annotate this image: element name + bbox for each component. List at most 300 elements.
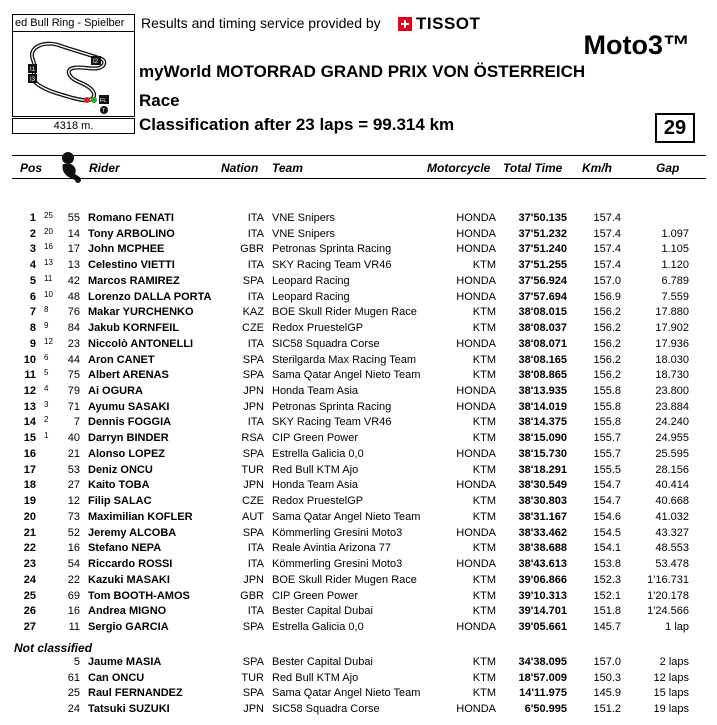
table-row	[0, 227, 717, 242]
cell-motorcycle: KTM	[472, 656, 496, 668]
cell-motorcycle: HONDA	[456, 227, 496, 240]
cell-speed-kmh: 157.4	[593, 212, 621, 224]
tissot-wordmark: TISSOT	[416, 14, 481, 33]
cell-team: Leopard Racing	[272, 290, 350, 303]
cell-team: VNE Snipers	[272, 227, 335, 240]
cell-position: 17	[23, 463, 36, 476]
cell-position: 1	[29, 212, 36, 224]
cell-speed-kmh: 155.8	[593, 400, 621, 413]
cell-position: 24	[23, 573, 36, 586]
cell-gap: 17.880	[655, 306, 689, 319]
cell-total-time: 37'51.232	[518, 227, 567, 240]
cell-rider-name: Ai OGURA	[88, 385, 143, 398]
cell-motorcycle: KTM	[472, 573, 496, 586]
cell-nation: GBR	[240, 589, 264, 602]
cell-position: 14	[23, 416, 36, 429]
table-row	[0, 463, 717, 478]
cell-gap: 43.327	[655, 526, 689, 539]
cell-rider-name: Raul FERNANDEZ	[88, 687, 183, 699]
session-title: Race	[139, 91, 180, 110]
cell-speed-kmh: 153.8	[593, 558, 621, 571]
cell-nation: SPA	[242, 526, 264, 539]
cell-rider-name: Maximilian KOFLER	[88, 510, 193, 523]
cell-gap: 17.902	[655, 322, 689, 335]
cell-nation: SPA	[242, 656, 264, 668]
header-divider-bottom	[12, 178, 706, 179]
cell-total-time: 37'51.255	[518, 259, 567, 272]
cell-grid-position: 11	[44, 273, 53, 283]
cell-rider-number: 48	[67, 290, 80, 303]
cell-speed-kmh: 145.9	[593, 687, 621, 699]
cell-position: 13	[23, 400, 36, 413]
cell-rider-number: 12	[67, 495, 80, 508]
cell-motorcycle: KTM	[472, 259, 496, 272]
cell-rider-number: 84	[67, 322, 80, 335]
cell-team: Sama Qatar Angel Nieto Team	[272, 510, 421, 523]
table-row	[0, 655, 717, 670]
cell-motorcycle: KTM	[472, 589, 496, 602]
cell-team: CIP Green Power	[272, 589, 359, 602]
cell-rider-number: 11	[68, 620, 80, 633]
cell-grid-position: 13	[44, 258, 53, 268]
cell-gap: 40.414	[655, 479, 689, 492]
provider-text: Results and timing service provided by	[141, 15, 381, 31]
cell-nation: JPN	[243, 479, 264, 492]
category-title: Moto3™	[583, 30, 690, 60]
cell-position: 20	[23, 510, 36, 523]
circuit-name: ed Bull Ring - Spielber	[12, 14, 135, 32]
cell-motorcycle: KTM	[472, 495, 496, 508]
cell-gap: 24.955	[655, 432, 689, 445]
cell-rider-number: 23	[67, 337, 80, 350]
col-header-motorcycle: Motorcycle	[427, 161, 491, 175]
col-header-rider: Rider	[89, 161, 120, 175]
cell-total-time: 37'57.694	[518, 290, 567, 303]
cell-nation: SPA	[242, 369, 264, 382]
cell-speed-kmh: 156.2	[593, 353, 621, 366]
cell-team: Petronas Sprinta Racing	[272, 243, 392, 256]
cell-grid-position: 10	[44, 289, 53, 299]
cell-total-time: 37'56.924	[518, 274, 567, 287]
cell-grid-position: 12	[44, 336, 53, 346]
cell-rider-name: Can ONCU	[88, 671, 145, 684]
table-row	[0, 686, 717, 701]
cell-rider-number: 54	[67, 558, 80, 571]
cell-rider-name: Andrea MIGNO	[88, 605, 167, 618]
cell-rider-number: 40	[67, 432, 80, 445]
cell-rider-name: Ayumu SASAKI	[88, 400, 170, 413]
cell-gap: 41.032	[655, 510, 689, 523]
not-classified-label: Not classified	[14, 641, 93, 655]
col-header-gap: Gap	[656, 161, 680, 175]
cell-speed-kmh: 155.7	[593, 432, 621, 445]
cell-nation: ITA	[247, 227, 264, 240]
cell-gap: 1.105	[661, 243, 689, 256]
cell-total-time: 38'08.865	[518, 369, 567, 382]
cell-speed-kmh: 152.1	[593, 589, 621, 602]
cell-rider-number: 22	[67, 573, 80, 586]
table-row	[0, 620, 717, 635]
cell-team: Petronas Sprinta Racing	[272, 400, 392, 413]
cell-team: SKY Racing Team VR46	[272, 259, 392, 272]
cell-total-time: 38'13.935	[518, 385, 567, 398]
cell-nation: ITA	[247, 337, 264, 350]
table-row	[0, 604, 717, 619]
cell-rider-number: 69	[67, 589, 80, 602]
cell-motorcycle: KTM	[472, 432, 496, 445]
table-row	[0, 274, 717, 289]
table-row	[0, 526, 717, 541]
cell-speed-kmh: 154.1	[593, 542, 621, 555]
cell-total-time: 38'33.462	[518, 526, 567, 539]
table-row	[0, 447, 717, 462]
cell-position: 10	[23, 353, 36, 366]
table-row	[0, 337, 717, 352]
cell-gap: 23.884	[655, 400, 689, 413]
cell-nation: ITA	[247, 605, 264, 618]
cell-gap: 25.595	[655, 447, 689, 460]
cell-rider-number: 61	[67, 671, 80, 684]
table-row	[0, 541, 717, 556]
cell-gap: 18.730	[655, 369, 689, 382]
cell-rider-number: 13	[67, 259, 80, 272]
cell-speed-kmh: 154.7	[593, 495, 621, 508]
cell-rider-name: Romano FENATI	[88, 212, 174, 224]
cell-team: Bester Capital Dubai	[272, 605, 373, 618]
cell-position: 3	[29, 243, 36, 256]
cell-team: Bester Capital Dubai	[272, 656, 373, 668]
cell-team: Red Bull KTM Ajo	[272, 463, 359, 476]
circuit-map	[12, 31, 135, 117]
cell-motorcycle: HONDA	[456, 290, 496, 303]
cell-rider-number: 71	[67, 400, 80, 413]
cell-nation: SPA	[242, 447, 264, 460]
cell-rider-name: Filip SALAC	[88, 495, 152, 508]
table-row	[0, 305, 717, 320]
cell-gap: 6.789	[661, 274, 689, 287]
table-row	[0, 431, 717, 446]
cell-position: 16	[23, 447, 36, 460]
cell-total-time: 38'14.375	[518, 416, 567, 429]
cell-total-time: 38'43.613	[518, 558, 567, 571]
cell-grid-position: 9	[44, 321, 49, 331]
cell-speed-kmh: 157.4	[593, 243, 621, 256]
cell-position: 12	[23, 385, 36, 398]
cell-motorcycle: HONDA	[456, 447, 496, 460]
svg-text:I3: I3	[30, 77, 36, 83]
cell-nation: ITA	[247, 542, 264, 555]
cell-nation: ITA	[247, 416, 264, 429]
cell-gap: 1'24.566	[647, 605, 689, 618]
cell-position: 6	[29, 290, 36, 303]
cell-team: Sama Qatar Angel Nieto Team	[272, 369, 421, 382]
cell-team: BOE Skull Rider Mugen Race	[272, 573, 417, 586]
cell-total-time: 6'50.995	[524, 702, 567, 715]
cell-total-time: 39'05.661	[518, 620, 567, 633]
cell-gap: 53.478	[655, 558, 689, 571]
cell-position: 2	[29, 227, 36, 240]
cell-total-time: 18'57.009	[518, 671, 567, 684]
table-row	[0, 258, 717, 273]
table-row	[0, 573, 717, 588]
cell-rider-name: Jeremy ALCOBA	[88, 526, 177, 539]
cell-team: Kömmerling Gresini Moto3	[272, 558, 403, 571]
cell-motorcycle: HONDA	[456, 212, 496, 224]
cell-nation: SPA	[242, 274, 264, 287]
cell-team: Reale Avintia Arizona 77	[272, 542, 392, 555]
cell-gap: 19 laps	[653, 702, 689, 715]
circuit-length: 4318 m.	[12, 118, 135, 134]
cell-rider-number: 24	[67, 702, 80, 715]
cell-position: 25	[23, 589, 36, 602]
cell-total-time: 38'14.019	[518, 400, 567, 413]
cell-motorcycle: HONDA	[456, 274, 496, 287]
cell-grid-position: 20	[44, 226, 53, 236]
cell-speed-kmh: 156.2	[593, 322, 621, 335]
cell-motorcycle: HONDA	[456, 337, 496, 350]
cell-rider-name: Albert ARENAS	[88, 369, 169, 382]
cell-nation: ITA	[247, 212, 264, 224]
cell-speed-kmh: 155.8	[593, 416, 621, 429]
cell-position: 15	[23, 432, 36, 445]
svg-text:I2: I2	[93, 59, 99, 65]
cell-rider-number: 21	[67, 447, 80, 460]
cell-nation: ITA	[247, 259, 264, 272]
cell-position: 23	[23, 558, 36, 571]
cell-rider-number: 53	[67, 463, 80, 476]
cell-nation: SPA	[242, 353, 264, 366]
cell-speed-kmh: 156.9	[593, 290, 621, 303]
cell-total-time: 39'06.866	[518, 573, 567, 586]
table-row	[0, 368, 717, 383]
cell-rider-name: Jaume MASIA	[88, 656, 162, 668]
cell-rider-number: 7	[73, 416, 80, 429]
cell-rider-number: 42	[67, 274, 80, 287]
cell-nation: JPN	[243, 400, 264, 413]
cell-rider-number: 27	[67, 479, 80, 492]
cell-position: 5	[29, 274, 36, 287]
cell-total-time: 38'18.291	[518, 463, 567, 476]
cell-team: Leopard Racing	[272, 274, 350, 287]
cell-grid-position: 3	[44, 399, 49, 409]
cell-rider-number: 5	[73, 656, 80, 668]
cell-total-time: 14'11.975	[519, 687, 567, 699]
cell-gap: 24.240	[655, 416, 689, 429]
cell-rider-name: Tony ARBOLINO	[88, 227, 175, 240]
cell-gap: 1.120	[661, 259, 689, 272]
cell-rider-name: Tom BOOTH-AMOS	[88, 589, 190, 602]
cell-nation: SPA	[242, 687, 264, 699]
cell-total-time: 34'38.095	[518, 656, 567, 668]
cell-rider-name: Celestino VIETTI	[88, 259, 175, 272]
table-row	[0, 494, 717, 509]
cell-rider-name: Riccardo ROSSI	[88, 558, 173, 571]
cell-team: Sama Qatar Angel Nieto Team	[272, 687, 421, 699]
cell-total-time: 37'50.135	[518, 212, 567, 224]
cell-rider-number: 16	[67, 605, 80, 618]
cell-team: VNE Snipers	[272, 212, 335, 224]
col-header-kmh: Km/h	[582, 161, 612, 175]
cell-motorcycle: KTM	[472, 416, 496, 429]
cell-team: BOE Skull Rider Mugen Race	[272, 306, 417, 319]
cell-nation: KAZ	[242, 306, 264, 319]
cell-grid-position: 6	[44, 352, 49, 362]
cell-total-time: 38'30.549	[518, 479, 567, 492]
cell-rider-number: 44	[67, 353, 80, 366]
cell-grid-position: 8	[44, 305, 49, 315]
header-divider-top	[12, 155, 706, 156]
cell-rider-name: Makar YURCHENKO	[88, 306, 194, 319]
cell-total-time: 38'08.165	[518, 353, 567, 366]
table-row	[0, 557, 717, 572]
cell-rider-name: Deniz ONCU	[88, 463, 153, 476]
cell-gap: 15 laps	[653, 687, 689, 699]
cell-gap: 1.097	[661, 227, 689, 240]
cell-team: Sterilgarda Max Racing Team	[272, 353, 417, 366]
cell-nation: JPN	[243, 385, 264, 398]
cell-grid-position: 25	[44, 211, 53, 220]
cell-gap: 28.156	[655, 463, 689, 476]
table-row	[0, 702, 717, 717]
cell-speed-kmh: 155.5	[593, 463, 621, 476]
cell-rider-number: 55	[67, 212, 80, 224]
cell-total-time: 38'30.803	[518, 495, 567, 508]
cell-rider-number: 17	[67, 243, 80, 256]
cell-team: SIC58 Squadra Corse	[272, 337, 380, 350]
cell-rider-name: Sergio GARCIA	[88, 620, 169, 633]
cell-motorcycle: HONDA	[456, 702, 496, 715]
cell-gap: 2 laps	[659, 656, 689, 668]
table-row	[0, 589, 717, 604]
table-row	[0, 321, 717, 336]
cell-team: Honda Team Asia	[272, 479, 359, 492]
cell-total-time: 37'51.240	[518, 243, 567, 256]
cell-nation: TUR	[241, 671, 264, 684]
cell-motorcycle: KTM	[472, 671, 496, 684]
cell-total-time: 38'08.015	[518, 306, 567, 319]
event-title: myWorld MOTORRAD GRAND PRIX VON ÖSTERREICH	[139, 62, 586, 81]
track-map-icon	[13, 32, 134, 116]
cell-rider-number: 73	[67, 510, 80, 523]
cell-grid-position: 4	[44, 384, 49, 394]
cell-speed-kmh: 145.7	[593, 620, 621, 633]
table-row	[0, 478, 717, 493]
cell-speed-kmh: 154.6	[593, 510, 621, 523]
cell-motorcycle: KTM	[472, 605, 496, 618]
col-header-pos: Pos	[20, 161, 43, 175]
cell-gap: 18.030	[655, 353, 689, 366]
cell-rider-number: 16	[67, 542, 80, 555]
cell-motorcycle: KTM	[472, 463, 496, 476]
cell-rider-name: Kaito TOBA	[88, 479, 150, 492]
cell-speed-kmh: 157.4	[593, 227, 621, 240]
cell-team: Honda Team Asia	[272, 385, 359, 398]
cell-nation: CZE	[242, 322, 264, 335]
cell-total-time: 38'08.071	[518, 337, 567, 350]
cell-team: Redox PruestelGP	[272, 322, 364, 335]
cell-speed-kmh: 154.5	[593, 526, 621, 539]
cell-speed-kmh: 156.2	[593, 306, 621, 319]
cell-rider-name: Lorenzo DALLA PORTA	[88, 290, 212, 303]
cell-speed-kmh: 150.3	[593, 671, 621, 684]
cell-grid-position: 16	[44, 242, 53, 252]
table-row	[0, 384, 717, 399]
cell-motorcycle: HONDA	[456, 620, 496, 633]
cell-gap: 40.668	[655, 495, 689, 508]
cell-team: Red Bull KTM Ajo	[272, 671, 359, 684]
cell-motorcycle: KTM	[472, 687, 496, 699]
cell-rider-name: Darryn BINDER	[88, 432, 169, 445]
table-row	[0, 290, 717, 305]
cell-total-time: 39'10.313	[518, 589, 567, 602]
cell-motorcycle: KTM	[472, 510, 496, 523]
cell-position: 21	[23, 526, 36, 539]
cell-team: Kömmerling Gresini Moto3	[272, 526, 403, 539]
cell-total-time: 38'38.688	[518, 542, 567, 555]
cell-rider-name: Marcos RAMIREZ	[88, 274, 180, 287]
svg-text:I1: I1	[30, 67, 36, 73]
table-row	[0, 400, 717, 415]
cell-position: 9	[29, 337, 36, 350]
cell-rider-number: 14	[67, 227, 80, 240]
cell-speed-kmh: 157.0	[593, 274, 621, 287]
cell-motorcycle: HONDA	[456, 243, 496, 256]
cell-grid-position: 2	[44, 415, 49, 425]
cell-gap: 1'16.731	[647, 573, 689, 586]
cell-motorcycle: KTM	[472, 353, 496, 366]
cell-team: SIC58 Squadra Corse	[272, 702, 380, 715]
cell-rider-number: 25	[67, 687, 80, 699]
cell-motorcycle: KTM	[472, 542, 496, 555]
cell-rider-name: Dennis FOGGIA	[88, 416, 172, 429]
cell-team: Estrella Galicia 0,0	[272, 447, 364, 460]
cell-gap: 17.936	[655, 337, 689, 350]
cell-speed-kmh: 155.7	[593, 447, 621, 460]
tissot-logo	[398, 13, 480, 35]
cell-speed-kmh: 154.7	[593, 479, 621, 492]
cell-motorcycle: KTM	[472, 322, 496, 335]
cell-motorcycle: HONDA	[456, 385, 496, 398]
cell-total-time: 38'31.167	[518, 510, 567, 523]
cell-rider-name: Jakub KORNFEIL	[88, 322, 180, 335]
table-row	[0, 242, 717, 257]
cell-position: 7	[29, 306, 36, 319]
cell-grid-position: 5	[44, 368, 49, 378]
table-row	[0, 353, 717, 368]
round-number: 29	[655, 113, 695, 143]
cell-total-time: 38'15.090	[518, 432, 567, 445]
col-header-team: Team	[272, 161, 303, 175]
cell-motorcycle: KTM	[472, 306, 496, 319]
cell-total-time: 39'14.701	[518, 605, 567, 618]
cell-speed-kmh: 157.0	[593, 656, 621, 668]
cell-speed-kmh: 155.8	[593, 385, 621, 398]
cell-rider-number: 79	[67, 385, 80, 398]
table-row	[0, 211, 717, 226]
cell-total-time: 38'15.730	[518, 447, 567, 460]
cell-nation: TUR	[241, 463, 264, 476]
cell-motorcycle: HONDA	[456, 479, 496, 492]
cell-position: 8	[29, 322, 36, 335]
cell-position: 27	[23, 620, 36, 633]
cell-speed-kmh: 151.8	[593, 605, 621, 618]
cell-nation: JPN	[243, 702, 264, 715]
cell-gap: 23.800	[655, 385, 689, 398]
cell-position: 18	[23, 479, 36, 492]
cell-speed-kmh: 152.3	[593, 573, 621, 586]
cell-nation: SPA	[242, 620, 264, 633]
cell-position: 26	[23, 605, 36, 618]
